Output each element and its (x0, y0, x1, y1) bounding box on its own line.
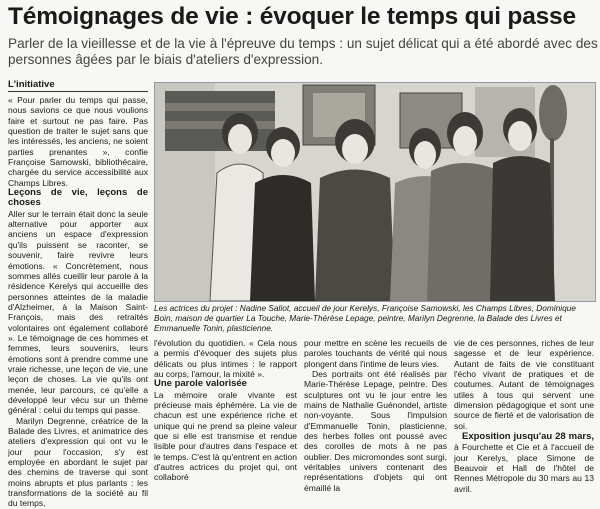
group-photo-illustration (155, 83, 595, 301)
deck: Parler de la vieillesse et de la vie à l'épreuve du temps : un sujet délicat qui a été abordé avec des personnes âgées par le biais d'ateliers d'expression. (8, 36, 598, 67)
column-4-paragraph-1: vie de ces personnes, riches de leur sagesse et de leur expérience. Autant de faits de vie constituant l'écho vivant de pratiques et de coutumes. Autant de témoignages utiles à tous qui servent une dimension pédagogique et sont une source de fierté et de valorisation de soi. (454, 338, 594, 431)
headline: Témoignages de vie : évoquer le temps qui passe (8, 3, 576, 30)
column-3-paragraph-1: pour mettre en scène les recueils de paroles touchants de vérité qui nous plongent dans l'intime de leurs vies. (304, 338, 447, 369)
column-1 (8, 95, 148, 509)
column-1-paragraph-2: Aller sur le terrain était donc la seule alternative pour apporter aux anciens un espace d'expression qu'ils puissent se raconter, se souvenir, faire revivre leurs émotions. « Concrètement, nous sommes allés cueillir leur parole à la résidence Kerelys qui accueille des personnes atteintes de la maladie d'Alzheimer, à la Maison Saint-François, mais des retraités volontaires ont également collaboré ». Le témoignage de ces hommes et femmes, leurs souvenirs, leurs émotions sont à prendre comme une vraie richesse, une leçon de vie, une leçon de choses. La vie qu'ils ont menée, leur parcours, ce qu'elle a développé leur vécu sur un thème général : celui du temps qui passe. (8, 208, 148, 416)
column-4 (454, 338, 594, 494)
exposition-details: à Fourchette et Cie et à l'accueil de jour Kerelys, place Simone de Beauvoir et Hall de l'hôtel de Rennes Métropole du 30 mars au 13 avril. (454, 442, 594, 494)
column-3 (304, 338, 447, 493)
column-2-paragraph-1: l'évolution du quotidien. « Cela nous a permis d'évoquer des sujets plus délicats ou plus intimes : le rapport au corps, l'amour, la mixité ». (154, 338, 297, 380)
kicker: L'initiative (8, 79, 148, 92)
group-photo (154, 82, 596, 302)
subhead-lecons-de-vie: Leçons de vie, leçons de choses (8, 187, 148, 209)
column-1-paragraph-3: Marilyn Degrenne, créatrice de la Balade des Livres, et animatrice des ateliers d'expression qui ont vu le jour pour l'occasion, s'y est employée en abordant le sujet par des chemins de traverse qui sont moins abrupts et plus parlants : les transformations de la société au fil du temps, (8, 415, 148, 509)
photo-caption: Les actrices du projet : Nadine Saliot, accueil de jour Kerelys, Françoise Samowski, les Champs Libres, Dominique Boin, maison de quartier La Touche, Marie-Thérèse Lepage, peintre, Marilyn Degrenne, la Balade des Livres et Emmanuelle Tonin, plasticienne. (154, 303, 576, 333)
column-2-paragraph-2: La mémoire orale vivante est précieuse mais éphémère. La vie de chacun est une expérience riche et unique qui ne prend sa pleine valeur que si elle est transmise et rendue lisible pour d'autres dans l'espace et le temps. C'est là qu'entrent en action d'autres actrices du projet qui, ont collaboré (154, 389, 297, 483)
column-3-paragraph-2: Des portraits ont été réalisés par Marie-Thérèse Lepage, peintre. Des sculptures ont vu le jour entre les mains de Nathalie Guénondel, artiste non-voyante. Sous l'impulsion d'Emmanuelle Tonin, plasticienne, des herbes folles ont poussé avec des corolles de mots à ne pas oublier. Des micromondes sont surgi, véritables univers contenant des représentations d'objets qui ont émaillé la (304, 369, 447, 493)
column-2 (154, 338, 297, 483)
exposition-info (454, 431, 594, 494)
exposition-title: Exposition jusqu'au 28 mars, (462, 431, 594, 443)
column-1-paragraph-1: « Pour parler du temps qui passe, nous savions ce que nous voulions faire et surtout ne pas faire. Pas question de traiter le sujet sans que les intéressés, les anciens, ne soient parties prenantes », confie Françoise Samowski, bibliothécaire, chargée du service accessibilité aux Champs Libres. (8, 95, 148, 188)
subhead-parole-valorisee: Une parole valorisée (154, 378, 247, 390)
